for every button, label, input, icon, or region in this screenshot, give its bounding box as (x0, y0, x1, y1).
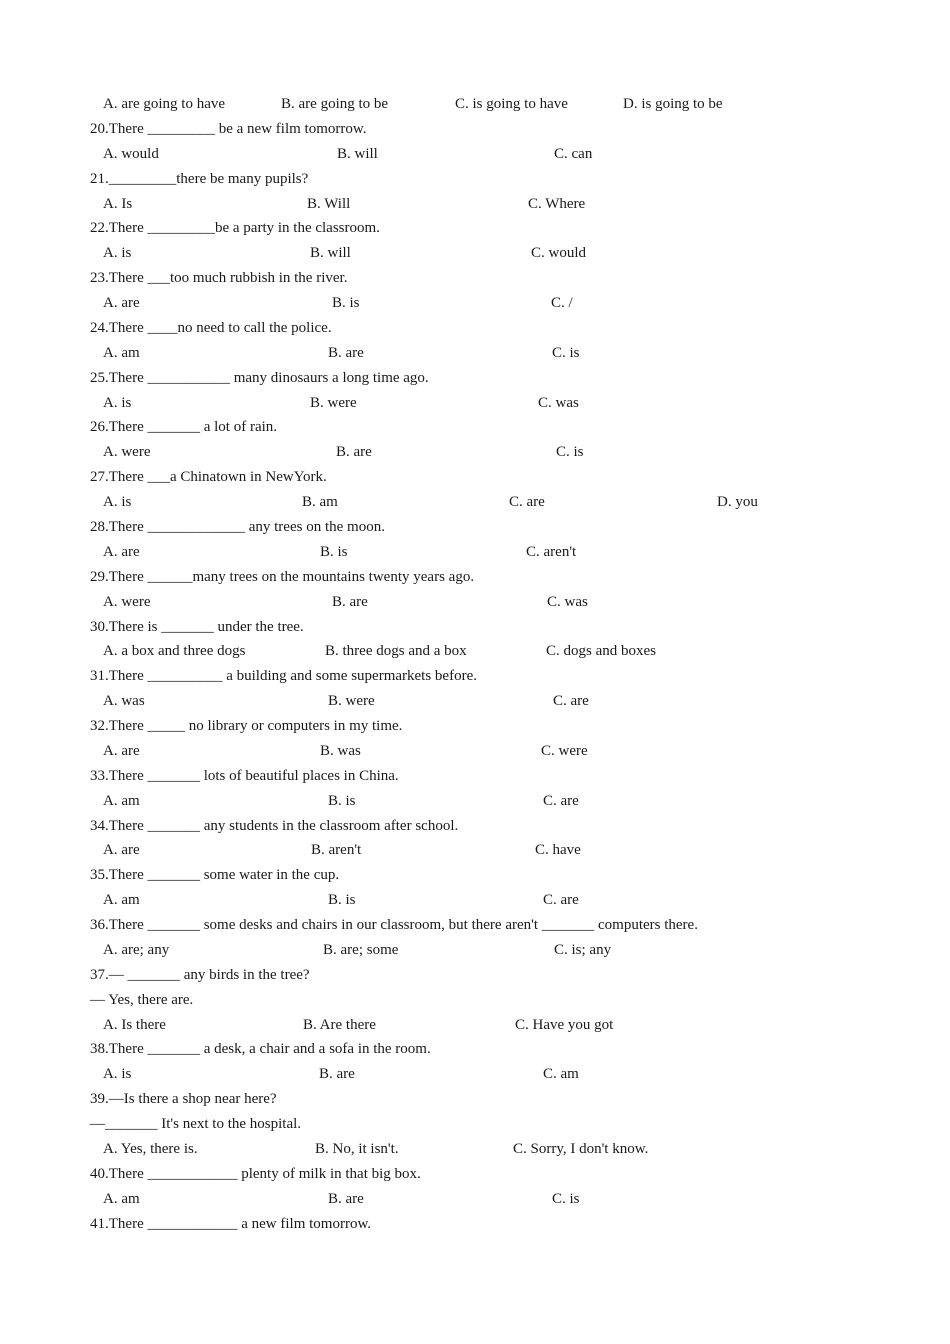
option-text: D. is going to be (623, 96, 723, 112)
option-text: B. Will (307, 195, 351, 212)
option-text: C. are (543, 792, 579, 809)
option-text: B. is (328, 792, 356, 809)
options-row (0, 1013, 950, 1037)
question-text: 33.There _______ lots of beautiful places in China. (90, 767, 399, 784)
option-text: A. am (103, 792, 140, 809)
option-text: A. was (103, 693, 145, 710)
options-row (0, 440, 950, 464)
option-text: C. is (552, 344, 580, 361)
option-text: B. is (332, 295, 360, 311)
option-text: C. is going to have (455, 96, 568, 112)
options-row (0, 1062, 950, 1086)
option-text: A. are; any (103, 941, 170, 958)
options-row (0, 92, 950, 116)
options-row (0, 739, 950, 763)
options-row (0, 789, 950, 813)
option-text: B. will (337, 145, 378, 162)
option-text: A. a box and three dogs (103, 643, 246, 660)
question-text: 37.— _______ any birds in the tree? (90, 966, 310, 983)
question-text: 41.There ____________ a new film tomorrow. (90, 1215, 372, 1232)
option-text: B. were (310, 394, 357, 411)
options-row (0, 1187, 950, 1211)
question-text: 34.There _______ any students in the classroom after school. (90, 817, 459, 834)
option-text: B. will (310, 245, 351, 262)
question-line (0, 814, 950, 838)
question-line (0, 664, 950, 688)
question-line (0, 714, 950, 738)
option-text: A. were (103, 444, 151, 461)
question-line (0, 216, 950, 240)
question-text: 40.There ____________ plenty of milk in that big box. (90, 1165, 421, 1182)
question-line (0, 1087, 950, 1111)
options-row (0, 291, 950, 315)
option-text: B. am (302, 494, 338, 511)
options-row (0, 241, 950, 265)
option-text: C. Have you got (515, 1016, 614, 1033)
option-text: C. were (541, 742, 588, 759)
question-text: 36.There _______ some desks and chairs in our classroom, but there aren't _______ computers there. (90, 917, 698, 933)
question-text: 23.There ___too much rubbish in the river. (90, 270, 348, 287)
option-text: A. are (103, 295, 140, 311)
options-row (0, 689, 950, 713)
options-row (0, 938, 950, 962)
question-line (0, 988, 950, 1012)
options-row (0, 540, 950, 564)
question-text: —_______ It's next to the hospital. (90, 1116, 302, 1133)
option-text: A. Is (103, 195, 133, 212)
option-text: D. you (717, 494, 758, 511)
option-text: B. is (328, 892, 356, 909)
option-text: B. is (320, 543, 348, 560)
options-row (0, 888, 950, 912)
options-row (0, 142, 950, 166)
option-text: C. is; any (554, 941, 612, 958)
option-text: A. Is there (103, 1016, 166, 1033)
question-text: — Yes, there are. (90, 991, 194, 1008)
option-text: B. was (320, 742, 361, 759)
options-row (0, 590, 950, 614)
option-text: B. are (332, 593, 368, 610)
question-text: 32.There _____ no library or computers in my time. (90, 718, 403, 734)
option-text: C. can (554, 145, 593, 162)
option-text: C. dogs and boxes (546, 643, 656, 660)
question-line (0, 863, 950, 887)
question-text: 35.There _______ some water in the cup. (90, 867, 340, 884)
option-text: A. is (103, 394, 132, 411)
question-line (0, 316, 950, 340)
option-text: A. are (103, 842, 140, 859)
question-text: 29.There ______many trees on the mountains twenty years ago. (90, 568, 475, 585)
option-text: C. was (547, 593, 588, 610)
option-text: C. are (509, 494, 545, 511)
option-text: C. am (543, 1066, 579, 1083)
question-text: 31.There __________ a building and some supermarkets before. (90, 668, 477, 685)
question-text: 27.There ___a Chinatown in NewYork. (90, 469, 327, 486)
option-text: A. is (103, 494, 132, 511)
question-text: 30.There is _______ under the tree. (90, 618, 304, 635)
question-line (0, 1037, 950, 1061)
option-text: C. aren't (526, 543, 577, 560)
option-text: B. aren't (311, 842, 362, 859)
option-text: A. are (103, 742, 140, 759)
option-text: B. are (319, 1066, 355, 1083)
option-text: B. were (328, 693, 375, 710)
question-line (0, 167, 950, 191)
option-text: A. would (103, 145, 159, 162)
option-text: A. were (103, 593, 151, 610)
options-row (0, 838, 950, 862)
option-text: A. am (103, 892, 140, 909)
option-text: C. have (535, 842, 581, 859)
question-line (0, 515, 950, 539)
question-text: 38.There _______ a desk, a chair and a sofa in the room. (90, 1041, 431, 1058)
question-line (0, 1212, 950, 1236)
options-row (0, 192, 950, 216)
option-text: B. Are there (303, 1016, 376, 1033)
options-row (0, 639, 950, 663)
option-text: B. are (336, 444, 372, 461)
option-text: C. are (553, 693, 589, 710)
question-line (0, 1162, 950, 1186)
options-row (0, 391, 950, 415)
option-text: B. are; some (323, 941, 399, 958)
question-line (0, 117, 950, 141)
options-row (0, 490, 950, 514)
question-line (0, 764, 950, 788)
question-text: 20.There _________ be a new film tomorrow. (90, 120, 367, 137)
option-text: B. are going to be (281, 96, 389, 112)
question-text: 24.There ____no need to call the police. (90, 319, 332, 336)
option-text: B. three dogs and a box (325, 643, 467, 660)
option-text: A. is (103, 245, 132, 262)
option-text: B. are (328, 1190, 364, 1207)
question-line (0, 366, 950, 390)
question-text: 28.There _____________ any trees on the moon. (90, 519, 385, 535)
option-text: A. Yes, there is. (103, 1141, 198, 1157)
option-text: A. are going to have (103, 96, 226, 112)
question-line (0, 415, 950, 439)
option-text: B. are (328, 344, 364, 361)
question-text: 26.There _______ a lot of rain. (90, 419, 278, 436)
option-text: A. are (103, 543, 140, 560)
question-text: 22.There _________be a party in the classroom. (90, 220, 380, 237)
question-line (0, 465, 950, 489)
option-text: A. am (103, 1190, 140, 1207)
question-text: 39.—Is there a shop near here? (90, 1091, 277, 1108)
question-text: 25.There ___________ many dinosaurs a long time ago. (90, 369, 429, 386)
option-text: C. would (531, 245, 587, 262)
question-line (0, 1112, 950, 1136)
question-line (0, 913, 950, 937)
option-text: C. Where (528, 195, 586, 212)
option-text: C. are (543, 892, 579, 909)
option-text: A. am (103, 344, 140, 361)
question-line (0, 565, 950, 589)
option-text: C. was (538, 394, 579, 411)
question-line (0, 615, 950, 639)
option-text: C. is (552, 1190, 580, 1207)
options-row (0, 1137, 950, 1161)
option-text: C. / (551, 295, 573, 311)
option-text: C. is (556, 444, 584, 461)
option-text: A. is (103, 1066, 132, 1083)
option-text: C. Sorry, I don't know. (513, 1141, 649, 1157)
question-text: 21._________there be many pupils? (90, 170, 309, 187)
question-line (0, 963, 950, 987)
option-text: B. No, it isn't. (315, 1141, 399, 1157)
options-row (0, 341, 950, 365)
question-line (0, 266, 950, 290)
